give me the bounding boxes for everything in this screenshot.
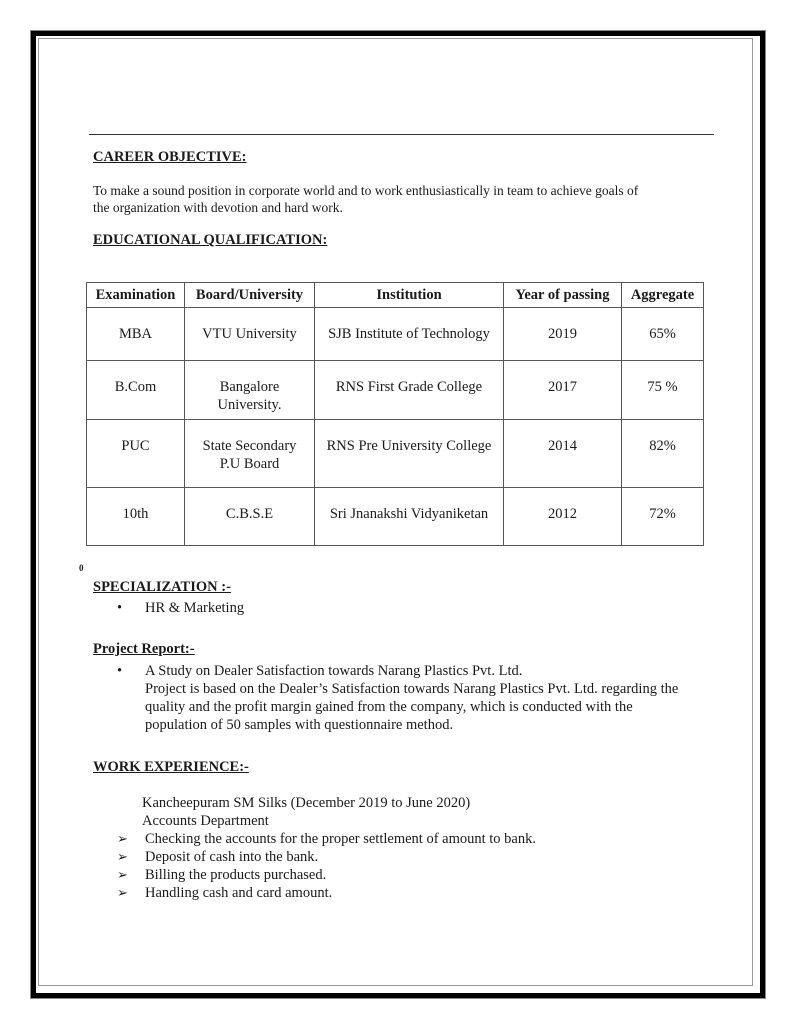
work-experience-body: [117, 794, 536, 902]
project-report-heading: Project Report:-: [93, 641, 195, 657]
arrow-bullet-icon: ➢: [117, 885, 128, 900]
list-item: ➢ Handling cash and card amount.: [117, 885, 333, 901]
arrow-bullet-icon: ➢: [117, 867, 128, 882]
col-header-board: Board/University: [185, 283, 315, 308]
table-header-row: [87, 283, 704, 308]
list-item: • HR & Marketing: [117, 600, 245, 616]
arrow-bullet-icon: ➢: [117, 849, 128, 864]
col-header-year: Year of passing: [504, 283, 622, 308]
table-row: MBA VTU University SJB Institute of Technology 2019 65%: [87, 308, 704, 361]
project-report-body: • A Study on Dealer Satisfaction towards Narang Plastics Pvt. Ltd. Project is based on the Dealer’s Satisfaction towards Narang Plastics Pvt. Ltd. regarding the quality and the profit margin gained from the company, which is conducted with the population of 50 samples with questionnaire method.: [117, 663, 679, 733]
project-title: A Study on Dealer Satisfaction towards Narang Plastics Pvt. Ltd.: [145, 663, 523, 679]
col-header-aggregate: Aggregate: [622, 283, 704, 308]
career-objective-heading: CAREER OBJECTIVE:: [93, 149, 247, 165]
table-row: 10th C.B.S.E Sri Jnanakshi Vidyaniketan 2012 72%: [87, 488, 704, 546]
bullet-icon: •: [117, 600, 123, 616]
list-item: ➢ Deposit of cash into the bank.: [117, 849, 319, 865]
department: Accounts Department: [142, 813, 269, 829]
table-row: B.Com Bangalore University. RNS First Grade College 2017 75 %: [87, 361, 704, 420]
arrow-bullet-icon: ➢: [117, 831, 128, 846]
table-row: PUC State Secondary P.U Board RNS Pre University College 2014 82%: [87, 420, 704, 488]
specialization-heading: SPECIALIZATION :-: [93, 579, 231, 595]
header-rule: [89, 134, 714, 135]
list-item: ➢ Checking the accounts for the proper settlement of amount to bank.: [117, 831, 536, 847]
list-item: ➢ Billing the products purchased.: [117, 867, 327, 883]
col-header-institution: Institution: [315, 283, 504, 308]
career-objective-text: To make a sound position in corporate world and to work enthusiastically in team to achieve goals of the organization with devotion and hard work.: [93, 183, 639, 215]
work-experience-heading: WORK EXPERIENCE:-: [93, 759, 249, 775]
education-table: [86, 282, 704, 546]
stray-mark: 0: [79, 563, 84, 573]
company-name: Kancheepuram SM Silks (December 2019 to June 2020): [142, 795, 471, 811]
bullet-icon: •: [117, 663, 123, 679]
education-heading: EDUCATIONAL QUALIFICATION:: [93, 232, 328, 248]
col-header-examination: Examination: [87, 283, 185, 308]
